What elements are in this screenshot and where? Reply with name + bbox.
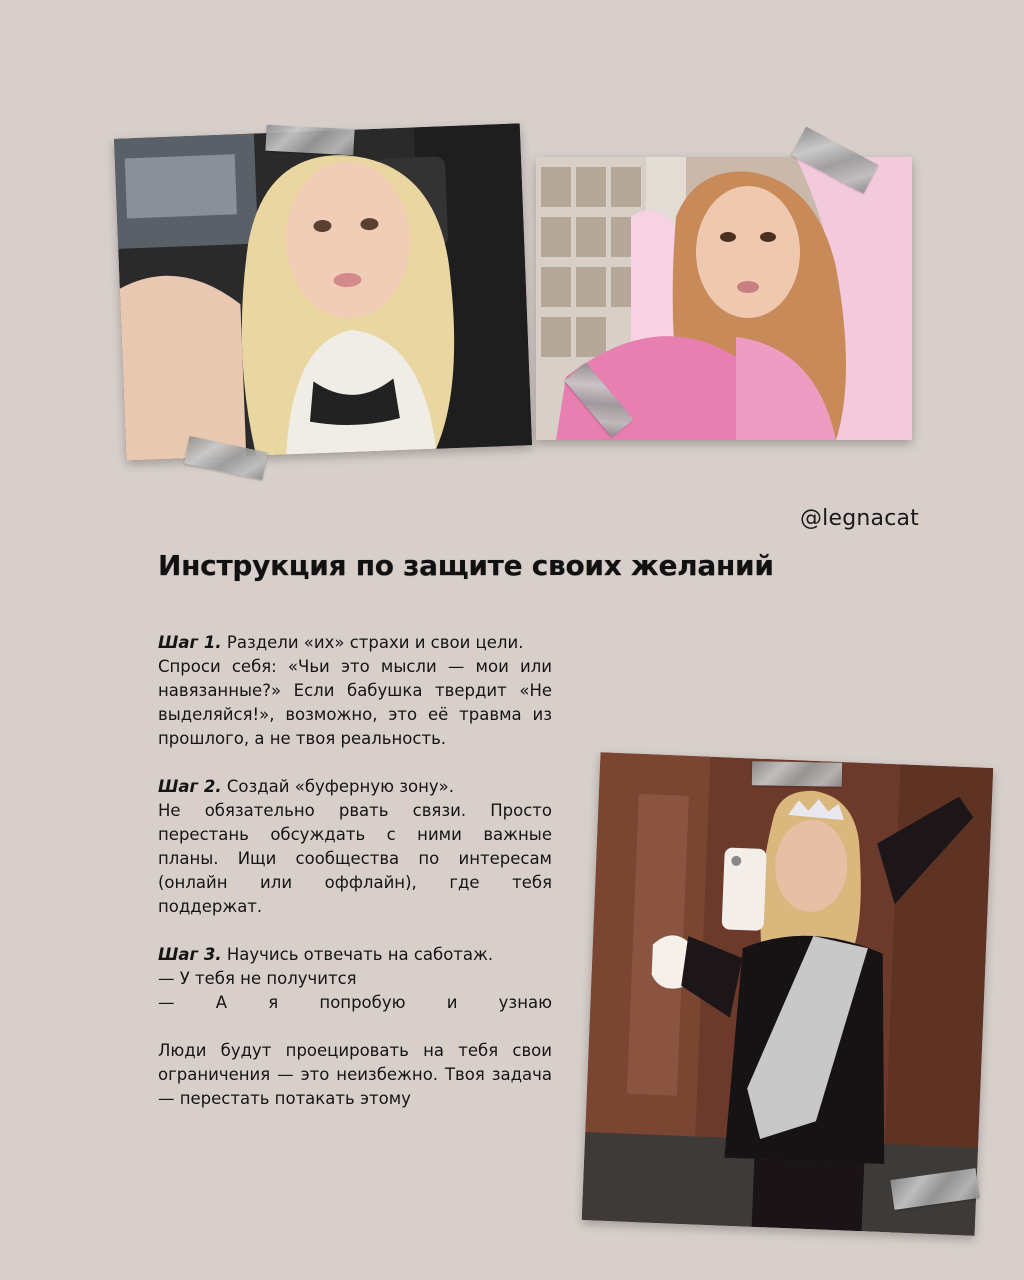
page-title: Инструкция по защите своих желаний [158,549,774,582]
step-heading: Раздели «их» страхи и свои цели. [221,633,524,652]
step-heading: Создай «буферную зону». [221,777,454,796]
photo-tiara-mirror-selfie [582,752,993,1235]
step-label: Шаг 2. [158,777,222,796]
step-label: Шаг 3. [158,945,222,964]
step-heading: Научись отвечать на саботаж. [221,945,494,964]
photo-car-selfie [114,123,532,460]
step-1 [158,631,552,655]
instruction-text [158,631,552,1111]
step-label: Шаг 1. [158,633,222,652]
step-2 [158,775,552,799]
dialog-line: — У тебя не получится [158,969,357,988]
step-3 [158,943,552,967]
tape-strip [752,761,842,787]
step-text: Спроси себя: «Чьи это мысли — мои или навязанные?» Если бабушка твердит «Не выделяйся!», возможно, это её травма из прошлого, а не твоя реальность. [158,657,552,748]
tape-strip [265,125,354,156]
step-text: Не обязательно рвать связи. Просто перестань обсуждать с ними важные планы. Ищи сообщества по интересам (онлайн или оффлайн), где тебя поддержат. [158,801,552,916]
conclusion-text: Люди будут проецировать на тебя свои ограничения — это неизбежно. Твоя задача — перестать потакать этому [158,1041,552,1108]
dialog-line: — А я попробую и узнаю [158,993,552,1012]
author-handle[interactable]: @legnacat [799,506,919,531]
